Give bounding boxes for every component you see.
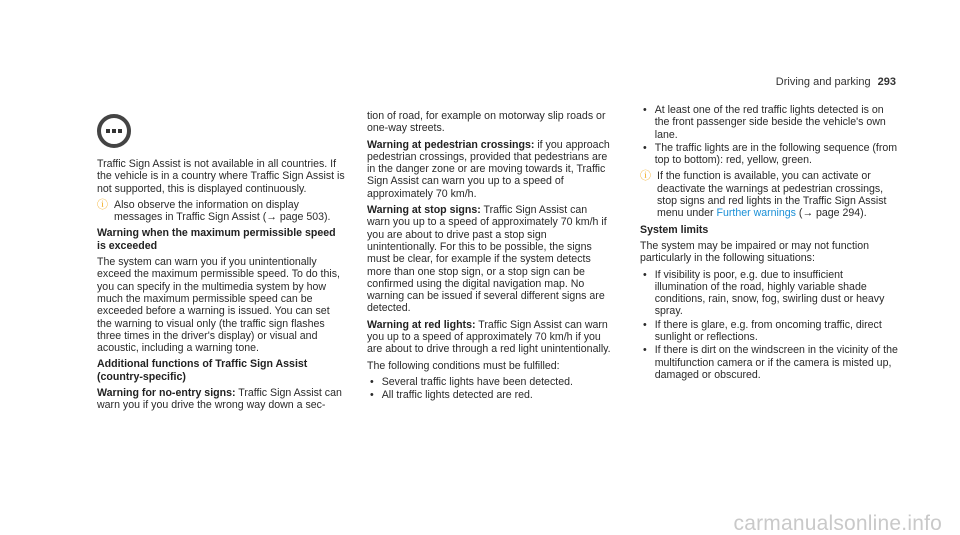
red-light-heading: Warning at red lights: xyxy=(367,318,476,331)
note-text: If the function is available, you can activate or deactivate the warnings at pedestrian crossings, stop signs and red lights in the Traffic Sign Assist menu under Further warnings (→ page 294). xyxy=(657,170,887,220)
pedestrian-heading: Warning at pedestrian crossings: xyxy=(367,138,535,151)
heading-speed-warning: Warning when the maximum permissible speed is exceeded xyxy=(97,227,336,252)
red-light-text: Traffic Sign Assist can warn you up to a speed of approximately 70 km/h if you are about to drive through a red light unintentionally. xyxy=(367,318,611,356)
column-1 xyxy=(97,158,347,416)
info-icon: ⓘ xyxy=(97,198,108,211)
conditions-list-continued xyxy=(640,104,898,166)
further-warnings-link[interactable]: Further warnings xyxy=(716,207,796,220)
heading-additional-functions: Additional functions of Traffic Sign Assist (country-specific) xyxy=(97,358,308,383)
info-icon: ⓘ xyxy=(640,170,651,183)
stop-sign-text: Traffic Sign Assist can warn you up to a speed of approximately 70 km/h if you are about to drive past a stop sign unintentionally. For this to be possible, the signs must be clear, for example if the system detects more than one stop sign, or a stop sign can be confirmed using the digital navigation map. No warning can be issued if several different signs are detected. xyxy=(367,204,607,315)
pedestrian-paragraph xyxy=(367,139,612,200)
bullet-icon: • xyxy=(370,375,374,388)
list-item: • At least one of the red traffic lights detected is on the front passenger side beside the vehicle's own lane. xyxy=(643,104,886,141)
watermark: carmanualsonline.info xyxy=(733,511,942,535)
list-item: • Several traffic lights have been detected. xyxy=(370,375,573,388)
list-item: • If there is dirt on the windscreen in the vicinity of the multifunction camera or if the camera is misted up, damaged or obscured. xyxy=(643,344,898,381)
column-2 xyxy=(367,110,612,406)
no-traffic-sign-icon xyxy=(97,114,131,148)
red-light-paragraph xyxy=(367,319,612,356)
system-limits-text: The system may be impaired or may not function particularly in the following situations: xyxy=(640,239,870,265)
page-header xyxy=(776,76,896,88)
bullet-icon: • xyxy=(643,268,647,281)
intro-text: Traffic Sign Assist is not available in all countries. If the vehicle is in a country where Traffic Sign Assist is not supported, this is displayed continuously. xyxy=(97,158,345,195)
continued-text: tion of road, for example on motorway slip roads or one-way streets. xyxy=(367,110,606,135)
stop-sign-heading: Warning at stop signs: xyxy=(367,204,481,217)
conditions-intro: The following conditions must be fulfilled: xyxy=(367,359,560,372)
column-3 xyxy=(640,104,898,385)
bullet-icon: • xyxy=(643,344,647,357)
section-title: Driving and parking xyxy=(775,76,871,88)
speed-warning-text: The system can warn you if you unintentionally exceed the maximum permissible speed. To do this, you can specify in the multimedia system by how much the maximum permissible speed can be exceeded before a warning is issued. You can set the warning to visual only (the traffic sign flashes three times in the driver's display) or visual and acoustic, including a warning tone. xyxy=(97,256,340,355)
bullet-icon: • xyxy=(643,318,647,331)
list-item: • All traffic lights detected are red. xyxy=(370,389,533,402)
bullet-icon: • xyxy=(370,389,374,402)
page-number: 293 xyxy=(877,76,896,88)
note xyxy=(640,170,898,219)
list-item: • If there is glare, e.g. from oncoming traffic, direct sunlight or reflections. xyxy=(643,318,882,344)
no-entry-paragraph xyxy=(97,387,347,412)
list-item: • If visibility is poor, e.g. due to insufficient illumination of the road, highly variable shade conditions, rain, snow, fog, swirling dust or heavy spray. xyxy=(643,268,885,318)
note-text: Also observe the information on display messages in Traffic Sign Assist (→ page 503). xyxy=(114,198,331,224)
note xyxy=(97,199,347,224)
list-item: • The traffic lights are in the following sequence (from top to bottom): red, yellow, green. xyxy=(643,141,898,167)
bullet-icon: • xyxy=(643,104,647,116)
no-entry-heading: Warning for no-entry signs: xyxy=(97,387,236,400)
pedestrian-text: if you approach pedestrian crossings, provided that pedestrians are in the danger zone or are moving towards it, Traffic Sign Assist can warn you up to a speed of approximately 70 km/h. xyxy=(367,138,610,200)
bullet-icon: • xyxy=(643,141,647,154)
no-entry-text: Traffic Sign Assist can warn you if you drive the wrong way down a sec- xyxy=(97,387,342,412)
heading-system-limits: System limits xyxy=(640,223,709,236)
conditions-list xyxy=(367,376,612,402)
stop-sign-paragraph xyxy=(367,204,612,315)
limits-list xyxy=(640,269,898,382)
